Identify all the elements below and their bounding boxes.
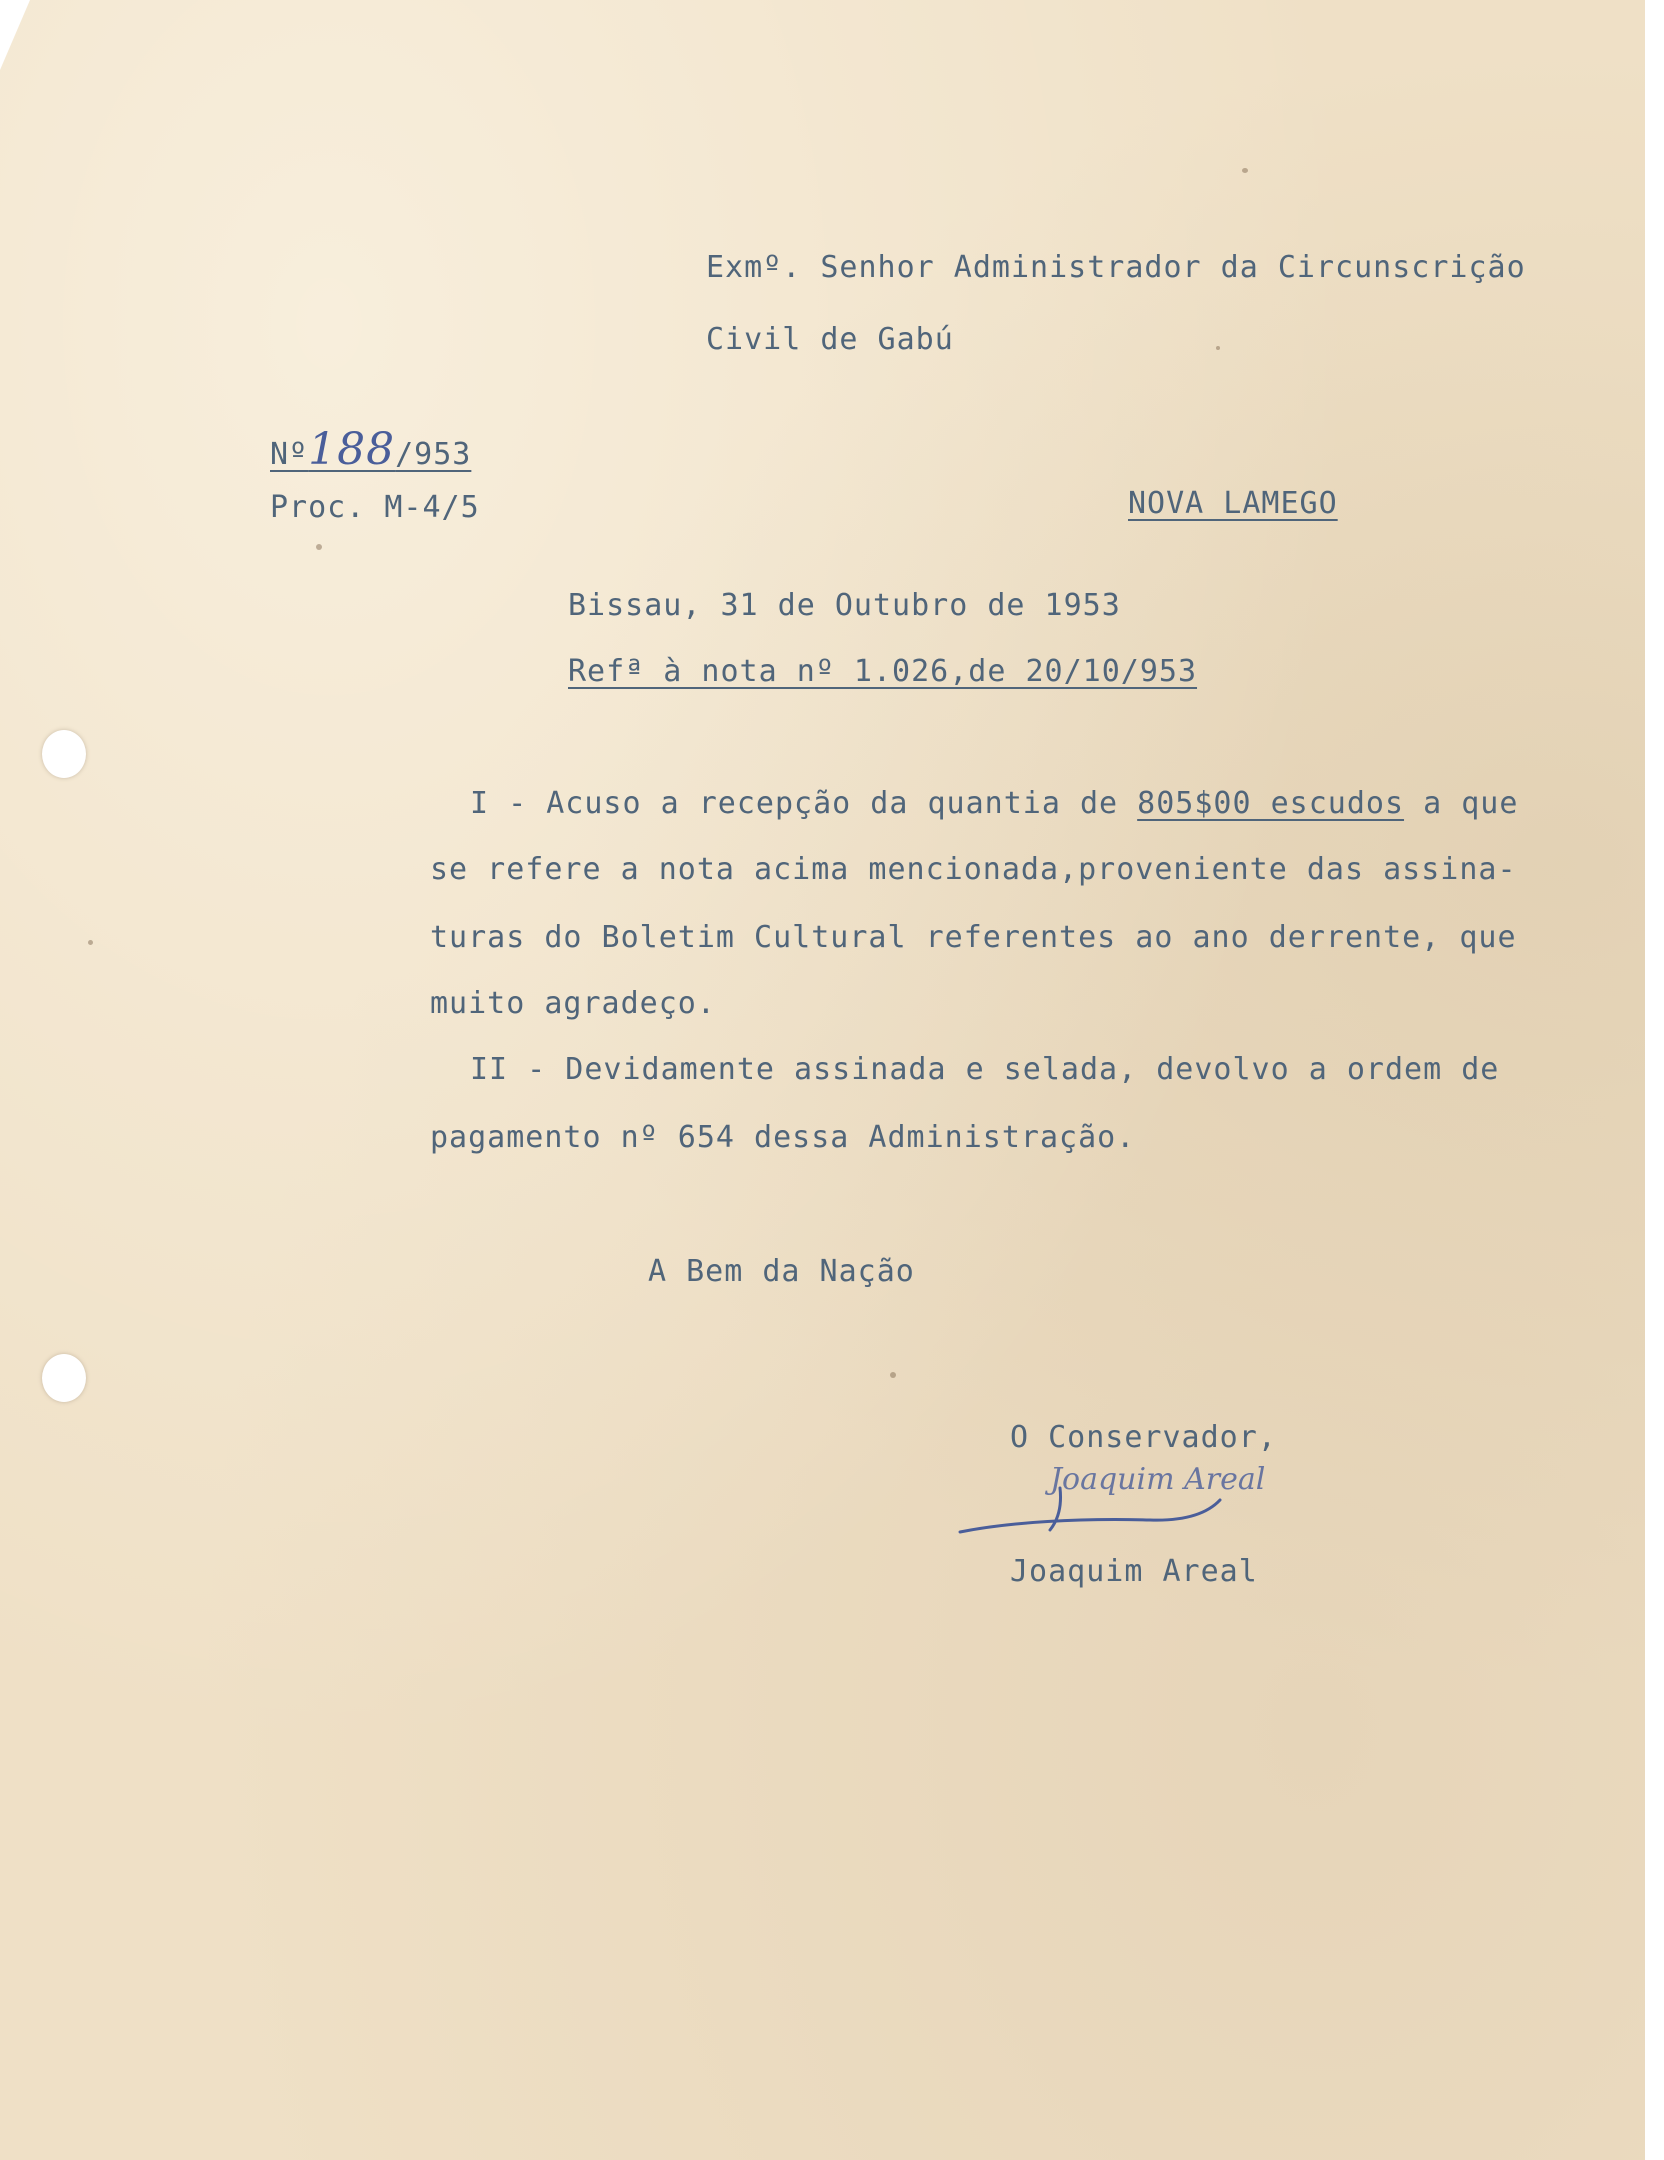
document-number-suffix: /953 xyxy=(395,437,472,472)
signer-title: O Conservador, xyxy=(1010,1420,1277,1455)
paper-speck xyxy=(1216,346,1220,350)
paragraph-1-line-4: muito agradeço. xyxy=(430,986,716,1021)
paper-speck xyxy=(1242,168,1248,173)
folded-corner xyxy=(0,0,30,70)
punch-hole-bottom xyxy=(42,1354,86,1402)
paragraph-1-line-3: turas do Boletim Cultural referentes ao ano derrente, que xyxy=(430,920,1517,955)
reference-note: Refª à nota nº 1.026,de 20/10/953 xyxy=(568,654,1198,689)
punch-hole-top xyxy=(42,730,86,778)
paragraph-1-after: a que xyxy=(1404,786,1519,821)
paper-speck xyxy=(88,940,93,945)
signer-name: Joaquim Areal xyxy=(1010,1554,1258,1589)
process-reference: Proc. M-4/5 xyxy=(270,490,480,525)
signature-flourish xyxy=(950,1470,1270,1550)
addressee-line-1: Exmº. Senhor Administrador da Circunscrição xyxy=(706,250,1526,285)
paper-speck xyxy=(316,544,322,550)
document-number-handwritten: 188 xyxy=(308,424,396,475)
paragraph-1-line-1 xyxy=(470,786,1518,821)
amount: 805$00 escudos xyxy=(1137,786,1405,821)
paragraph-2-line-2: pagamento nº 654 dessa Administração. xyxy=(430,1120,1136,1155)
paragraph-2-line-1: II - Devidamente assinada e selada, devolvo a ordem de xyxy=(470,1052,1500,1087)
addressee-line-2: Civil de Gabú xyxy=(706,322,954,357)
place-date: Bissau, 31 de Outubro de 1953 xyxy=(568,588,1121,623)
paragraph-1-intro: I - Acuso a recepção da quantia de xyxy=(470,786,1138,821)
closing-salutation: A Bem da Nação xyxy=(648,1254,915,1289)
signature: Joaquim Areal xyxy=(1050,1462,1266,1497)
document-number xyxy=(270,424,471,475)
document-number-prefix: Nº xyxy=(270,437,309,472)
paper-speck xyxy=(890,1372,896,1378)
destination: NOVA LAMEGO xyxy=(1128,486,1338,521)
paragraph-1-line-2: se refere a nota acima mencionada,proveniente das assina- xyxy=(430,852,1517,887)
